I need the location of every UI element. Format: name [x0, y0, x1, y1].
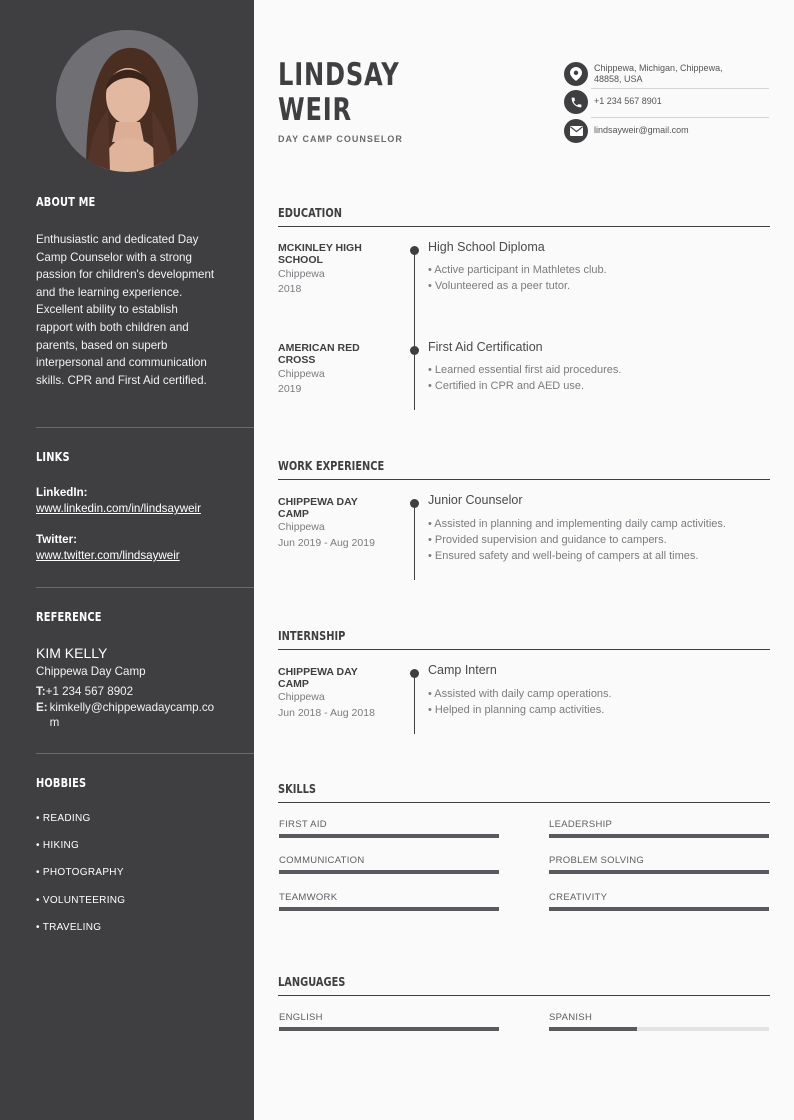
education-bullet: • Certified in CPR and AED use.	[428, 380, 585, 392]
phone-text: +1 234 567 8901	[594, 96, 662, 107]
internship-bullet: • Helped in planning camp activities.	[428, 704, 605, 716]
skill-bar-fill	[279, 834, 499, 838]
address-line: 48858, USA	[594, 74, 643, 84]
about-text: Enthusiastic and dedicated Day Camp Counselor with a strong passion for children's development and the learning experience. Excellent ability to establish rapport with both children and parents, based on superb interpersonal and communication skills. CPR and First Aid certified.	[36, 233, 215, 387]
main-content	[254, 0, 794, 1120]
contact-divider	[591, 88, 769, 89]
skill-bar	[279, 870, 499, 874]
envelope-icon	[564, 119, 588, 143]
language-label: SPANISH	[549, 1012, 593, 1023]
internship-role: Camp Intern	[428, 663, 497, 677]
education-bullet: • Learned essential first aid procedures.	[428, 364, 622, 376]
education-institution: MCKINLEY HIGH SCHOOL	[278, 242, 362, 266]
language-bar	[279, 1027, 499, 1031]
internship-location: Chippewa	[278, 691, 325, 703]
address-line: Chippewa, Michigan, Chippewa,	[594, 62, 723, 73]
full-name	[278, 58, 399, 128]
job-title: DAY CAMP COUNSELOR	[278, 134, 403, 144]
reference-email	[36, 700, 226, 730]
experience-institution: CHIPPEWA DAY CAMP	[278, 496, 358, 520]
education-date: 2018	[278, 283, 302, 295]
skill-bar-fill	[279, 870, 499, 874]
language-bar-fill	[549, 1027, 637, 1031]
education-degree: First Aid Certification	[428, 340, 543, 354]
section-rule	[278, 479, 770, 480]
education-bullet: • Active participant in Mathletes club.	[428, 264, 607, 276]
contact-address	[564, 62, 764, 86]
language-bar-fill	[279, 1027, 499, 1031]
contact-phone	[564, 90, 764, 114]
about-heading: ABOUT ME	[36, 195, 96, 209]
experience-bullet: • Provided supervision and guidance to campers.	[428, 534, 667, 546]
education-degree: High School Diploma	[428, 240, 545, 254]
first-name: LINDSAY	[278, 57, 400, 93]
reference-phone-label: T:	[36, 685, 46, 698]
skill-label: FIRST AID	[279, 819, 327, 830]
reference-phone	[36, 685, 133, 698]
language-label: ENGLISH	[279, 1012, 323, 1023]
education-date: 2019	[278, 383, 302, 395]
email-text: lindsayweir@gmail.com	[594, 125, 689, 136]
skill-bar	[549, 870, 769, 874]
skill-bar	[549, 834, 769, 838]
reference-company: Chippewa Day Camp	[36, 665, 146, 678]
twitter-label: Twitter:	[36, 533, 78, 546]
section-rule	[278, 802, 770, 803]
education-bullet: • Volunteered as a peer tutor.	[428, 280, 571, 292]
hobby-item: • HIKING	[36, 840, 80, 851]
internship-heading: INTERNSHIP	[278, 629, 346, 643]
timeline-dot	[410, 669, 419, 678]
hobby-item: • PHOTOGRAPHY	[36, 867, 124, 878]
education-heading: EDUCATION	[278, 206, 342, 220]
skills-heading: SKILLS	[278, 782, 317, 796]
hobby-item: • VOLUNTEERING	[36, 895, 126, 906]
hobby-item: • READING	[36, 813, 91, 824]
reference-phone-value: +1 234 567 8902	[45, 685, 134, 698]
skill-bar-fill	[549, 907, 769, 911]
address-text	[594, 63, 764, 86]
section-rule	[278, 226, 770, 227]
internship-date: Jun 2018 - Aug 2018	[278, 707, 375, 719]
section-rule	[278, 995, 770, 996]
internship-institution: CHIPPEWA DAY CAMP	[278, 666, 358, 690]
education-location: Chippewa	[278, 268, 325, 280]
languages-heading: LANGUAGES	[278, 975, 346, 989]
skill-bar-fill	[549, 870, 769, 874]
skill-bar-fill	[549, 834, 769, 838]
reference-heading: REFERENCE	[36, 610, 102, 624]
links-heading: LINKS	[36, 450, 70, 464]
sidebar	[0, 0, 254, 1120]
profile-photo	[56, 30, 198, 172]
timeline-line	[414, 500, 415, 580]
experience-heading: WORK EXPERIENCE	[278, 459, 385, 473]
reference-name: KIM KELLY	[36, 645, 108, 661]
education-institution: AMERICAN RED CROSS	[278, 342, 360, 366]
location-pin-icon	[564, 62, 588, 86]
experience-bullet: • Assisted in planning and implementing daily camp activities.	[428, 518, 726, 530]
reference-email-value: kimkelly@chippewadaycamp.co m	[49, 701, 215, 729]
sidebar-divider	[36, 427, 254, 428]
timeline-line	[414, 246, 415, 410]
experience-role: Junior Counselor	[428, 493, 523, 507]
experience-bullet: • Ensured safety and well-being of campers at all times.	[428, 550, 699, 562]
contact-email	[564, 119, 764, 143]
experience-date: Jun 2019 - Aug 2019	[278, 537, 375, 549]
timeline-dot	[410, 246, 419, 255]
skill-label: CREATIVITY	[549, 892, 608, 903]
skill-label: PROBLEM SOLVING	[549, 855, 645, 866]
linkedin-label: LinkedIn:	[36, 486, 88, 499]
internship-bullet: • Assisted with daily camp operations.	[428, 688, 612, 700]
twitter-link[interactable]: www.twitter.com/lindsayweir	[36, 549, 180, 562]
experience-location: Chippewa	[278, 521, 325, 533]
section-rule	[278, 649, 770, 650]
skill-bar-fill	[279, 907, 499, 911]
last-name: WEIR	[278, 92, 352, 128]
timeline-line	[414, 670, 415, 734]
hobbies-heading: HOBBIES	[36, 776, 87, 790]
sidebar-divider	[36, 753, 254, 754]
education-location: Chippewa	[278, 368, 325, 380]
timeline-dot	[410, 499, 419, 508]
hobby-item: • TRAVELING	[36, 922, 102, 933]
skill-bar	[279, 834, 499, 838]
sidebar-divider	[36, 587, 254, 588]
skill-label: TEAMWORK	[279, 892, 338, 903]
contact-divider	[591, 117, 769, 118]
language-bar	[549, 1027, 769, 1031]
skill-label: LEADERSHIP	[549, 819, 613, 830]
timeline-dot	[410, 346, 419, 355]
skill-bar	[549, 907, 769, 911]
linkedin-link[interactable]: www.linkedin.com/in/lindsayweir	[36, 502, 201, 515]
skill-bar	[279, 907, 499, 911]
reference-email-label: E:	[36, 701, 48, 714]
phone-icon	[564, 90, 588, 114]
skill-label: COMMUNICATION	[279, 855, 365, 866]
